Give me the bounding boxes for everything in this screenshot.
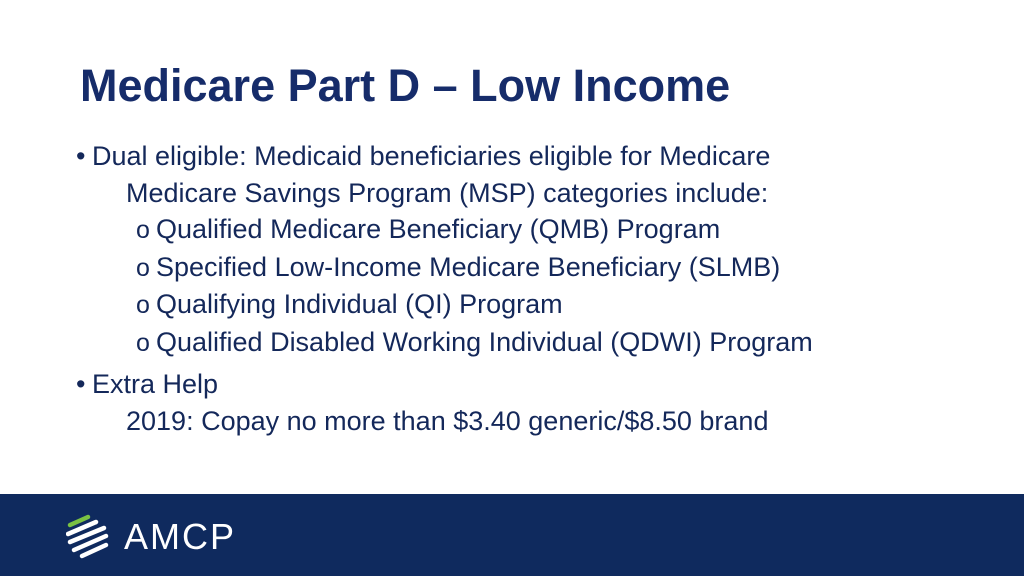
bullet-item <box>76 366 1006 403</box>
amcp-stripes-logo-icon <box>66 514 112 560</box>
sub-glyph: o <box>136 216 150 244</box>
bullet-list <box>76 138 1006 439</box>
sub-glyph: o <box>136 328 150 357</box>
sub-item-text: Qualifying Individual (QI) Program <box>156 289 563 319</box>
sub-item <box>76 286 1006 324</box>
bullet-text: Extra Help <box>92 369 219 399</box>
sub-item <box>76 211 1006 249</box>
bullet-subtext: Medicare Savings Program (MSP) categories include: <box>126 177 769 208</box>
bullet-item <box>76 138 1006 175</box>
sub-glyph: o <box>136 291 150 319</box>
sub-item-text: Specified Low-Income Medicare Beneficiary (SLMB) <box>156 251 781 282</box>
sub-item <box>76 324 1006 362</box>
sub-item <box>76 249 1006 287</box>
sub-glyph: o <box>136 253 150 282</box>
slide-title: Medicare Part D – Low Income <box>80 60 731 111</box>
amcp-logo <box>66 514 236 560</box>
bullet-subtext: 2019: Copay no more than $3.40 generic/$8.50 brand <box>126 405 769 436</box>
sub-item-text: Qualified Medicare Beneficiary (QMB) Program <box>156 214 721 244</box>
bullet-glyph: • <box>76 369 86 399</box>
sub-item-text: Qualified Disabled Working Individual (QDWI) Program <box>156 326 813 357</box>
bullet-text: Dual eligible: Medicaid beneficiaries eligible for Medicare <box>92 141 771 171</box>
footer-bar <box>0 494 1024 576</box>
logo-text: AMCP <box>124 516 237 557</box>
bullet-glyph: • <box>76 141 86 171</box>
